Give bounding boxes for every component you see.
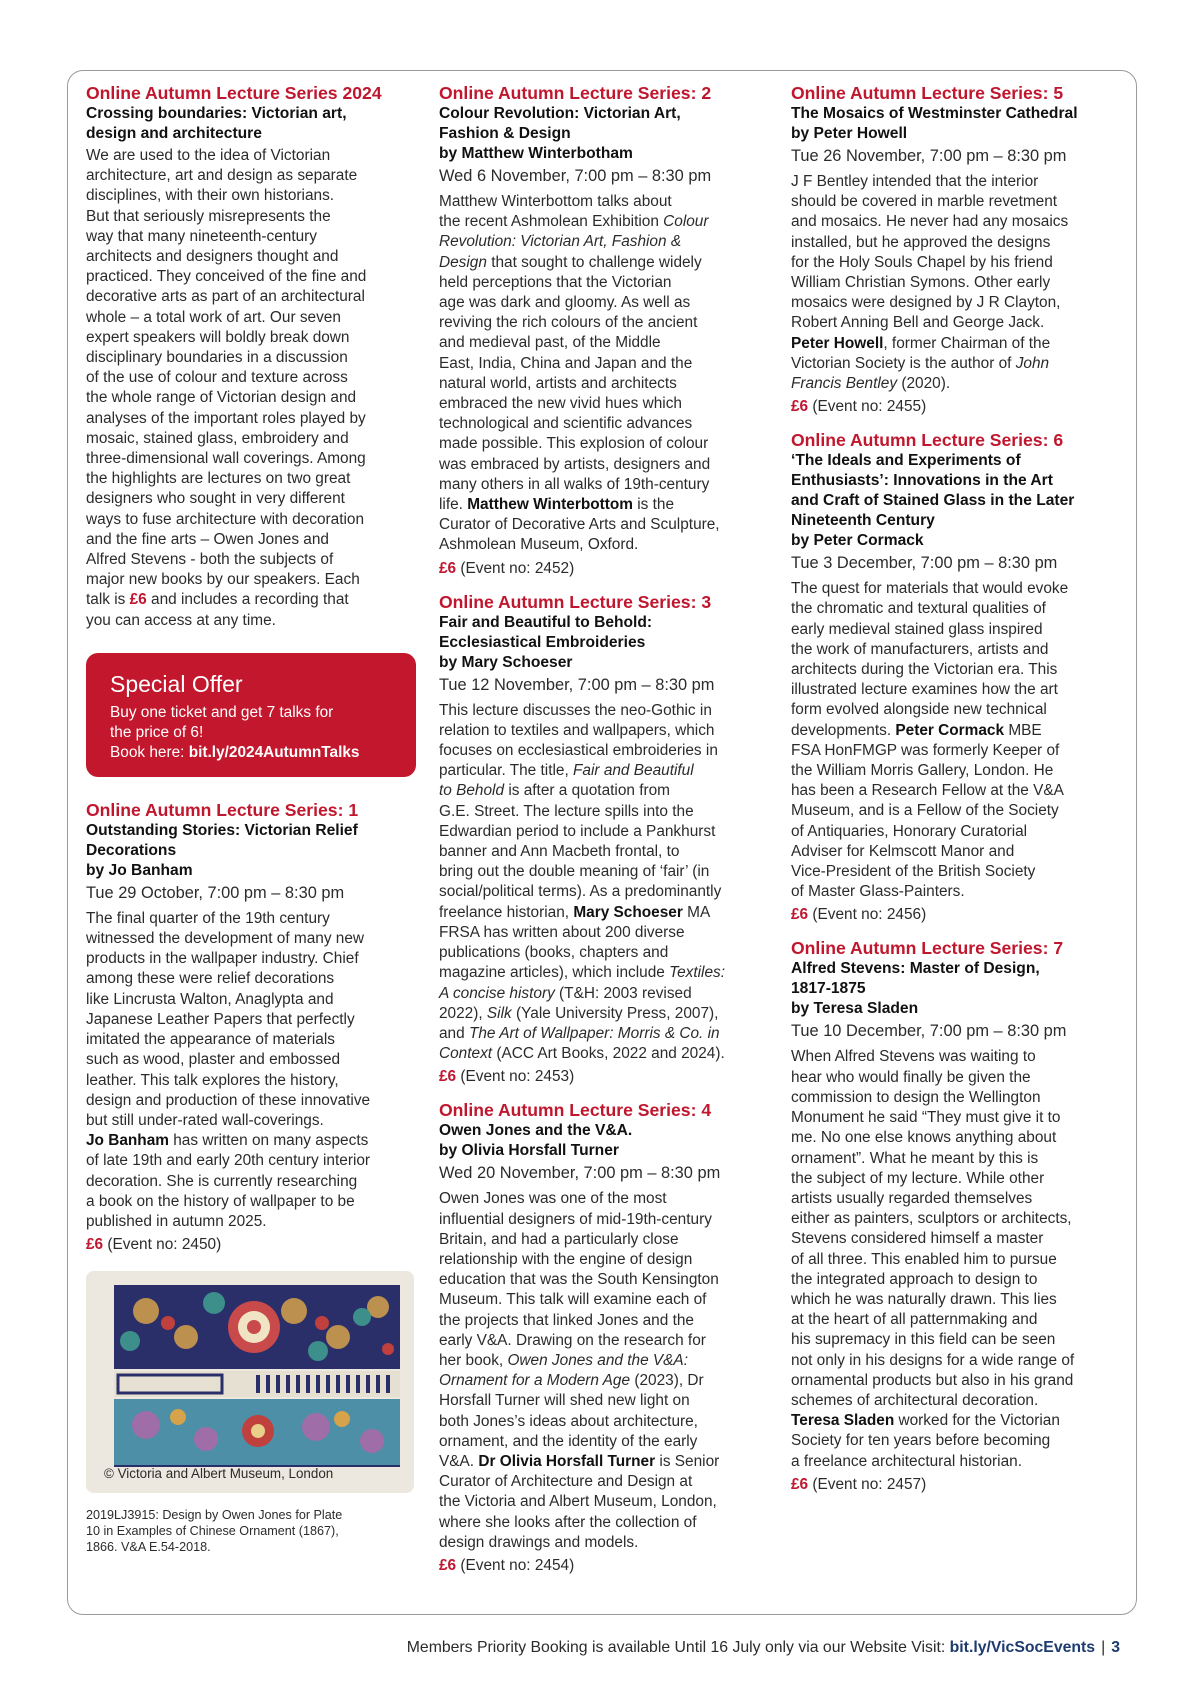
event-price: £6 (Event no: 2456): [791, 906, 927, 924]
lecture-time: Wed 6 November, 7:00 pm – 8:30 pm: [439, 167, 712, 185]
lecture-body: The final quarter of the 19th century witnessed the development of many new products in the wallpaper industry. Chief among these were relief decorations like Lincrusta Walton, Anaglypta and Japanese Leather Papers that perfectly imitated the appearance of materials such as wood, plaster and embossed leather. This talk explores the history, design and production of these innovative but still under-rated wall-coverings. Jo Banham has written on many aspects of late 19th and early 20th century interior decoration. She is currently researching a book on the history of wallpaper to be published in autumn 2025.: [86, 909, 371, 1230]
lecture-6: [791, 429, 1121, 925]
image-caption: 2019LJ3915: Design by Owen Jones for Plate 10 in Examples of Chinese Ornament (1867), 1866. V&A E.54-2018.: [86, 1508, 343, 1555]
series-heading: Online Autumn Lecture Series: 3: [439, 591, 712, 612]
chinese-ornament-illustration: [86, 1271, 414, 1493]
intro-section: [86, 82, 416, 631]
lecture-time: Tue 10 December, 7:00 pm – 8:30 pm: [791, 1022, 1067, 1041]
series-heading: Online Autumn Lecture Series: 1: [86, 799, 359, 820]
speaker-name: Matthew Winterbottom: [467, 496, 633, 514]
lecture-body: Matthew Winterbottom talks about the recent Ashmolean Exhibition Colour Revolution: Victorian Art, Fashion & Design that sought to challenge widely held perceptions that the Victorian age was dark and gloomy. As well as reviving the rich colours of the ancient and medieval past, of the Middle East, India, China and Japan and the natural world, artists and architects embraced the new vivid hues which technological and scientific advances made possible. This explosion of colour was embraced by artists, designers and many others in all walks of 19th-century life. Matthew Winterbottom is the Curator of Decorative Arts and Sculpture, Ashmolean Museum, Oxford.: [439, 193, 720, 554]
website-link[interactable]: bit.ly/VicSocEvents: [949, 1639, 1096, 1656]
lecture-title: Colour Revolution: Victorian Art, Fashion & Design by Matthew Winterbotham: [439, 105, 681, 162]
column-1: [86, 82, 416, 1555]
event-price: £6 (Event no: 2455): [791, 398, 927, 416]
offer-text: Buy one ticket and get 7 talks for the price of 6! Book here: bit.ly/2024AutumnTalks: [110, 703, 360, 761]
speaker-name: Peter Cormack: [895, 721, 1005, 739]
column-3: [791, 82, 1121, 1495]
lecture-time: Tue 26 November, 7:00 pm – 8:30 pm: [791, 147, 1067, 165]
lecture-body: Owen Jones was one of the most influential designers of mid-19th-century Britain, and had a particularly close relationship with the engine of design education that was the South Kensington Museum. This talk will examine each of the projects that linked Jones and the early V&A. Drawing on the research for her book, Owen Jones and the V&A: Ornament for a Modern Age (2023), Dr Horsfall Turner will shed new light on both Jones’s ideas about architecture, ornament, and the identity of the early V&A. Dr Olivia Horsfall Turner is Senior Curator of Architecture and Design at the Victoria and Albert Museum, London, where she looks after the collection of design drawings and models.: [439, 1190, 720, 1551]
lecture-body: When Alfred Stevens was waiting to hear who would finally be given the commission to design the Wellington Monument he said “They must give it to me. No one else knows anything about ornament”. What he meant by this is the subject of my lecture. While other artists usually regarded themselves either as painters, sculptors or architects, Stevens considered himself a master of all three. This enabled him to pursue the integrated approach to design to which he was naturally drawn. This lies at the heart of all patternmaking and his supremacy in this field can be seen not only in his designs for a wide range of ornamental products but also in his grand schemes of architectural decoration. Teresa Sladen worked for the Victorian Society for ten years before becoming a freelance architectural historian.: [791, 1048, 1075, 1470]
speaker-name: Teresa Sladen: [791, 1412, 895, 1430]
lecture-time: Tue 3 December, 7:00 pm – 8:30 pm: [791, 554, 1058, 573]
lecture-1: [86, 799, 416, 1255]
lecture-2: [439, 82, 769, 579]
series-heading: Online Autumn Lecture Series 2024: [86, 83, 382, 103]
speaker-name: Dr Olivia Horsfall Turner: [478, 1452, 656, 1470]
lecture-title: The Mosaics of Westminster Cathedral by Peter Howell: [791, 105, 1078, 142]
offer-heading: Special Offer: [110, 670, 243, 697]
special-offer-box: [86, 653, 416, 777]
lecture-title: Fair and Beautiful to Behold: Ecclesiastical Embroideries by Mary Schoeser: [439, 613, 653, 671]
speaker-name: Jo Banham: [86, 1132, 169, 1150]
column-2: [439, 82, 769, 1576]
series-heading: Online Autumn Lecture Series: 4: [439, 1100, 712, 1121]
series-heading: Online Autumn Lecture Series: 2: [439, 83, 712, 103]
lecture-body: This lecture discusses the neo-Gothic in relation to textiles and wallpapers, which focuses on ecclesiastical embroideries in particular. The title, Fair and Beautiful to Behold is after a quotation from G.E. Street. The lecture spills into the Edwardian period to include a Pankhurst banner and Ann Macbeth frontal, to bring out the double meaning of ‘fair’ (in social/political terms). As a predominantly freelance historian, Mary Schoeser MA FRSA has written about 200 diverse publications (books, chapters and magazine articles), which include Textiles: A concise history (T&H: 2003 revised 2022), Silk (Yale University Press, 2007), and The Art of Wallpaper: Morris & Co. in Context (ACC Art Books, 2022 and 2024).: [439, 701, 725, 1063]
lecture-3: [439, 591, 769, 1088]
image-credit: © Victoria and Albert Museum, London: [104, 1466, 334, 1482]
event-price: £6 (Event no: 2454): [439, 1556, 575, 1574]
series-heading: Online Autumn Lecture Series: 5: [791, 83, 1064, 103]
footer: [407, 1639, 1120, 1657]
intro-body: We are used to the idea of Victorian architecture, art and design as separate disciplines, with their own historians. But that seriously misrepresents the way that many nineteenth-century architects and designers thought and practiced. They conceived of the fine and decorative arts as part of an architectural whole – a total work of art. Our seven expert speakers will boldly break down disciplinary boundaries in a discussion of the use of colour and texture across the whole range of Victorian design and analyses of the important roles played by mosaic, stained glass, embroidery and three-dimensional wall coverings. Among the highlights are lectures on two great designers who sought in very different ways to fuse architecture with decoration and the fine arts – Owen Jones and Alfred Stevens - both the subjects of major new books by our speakers. Each talk is £6 and includes a recording that you can access at any time.: [86, 147, 367, 629]
series-heading: Online Autumn Lecture Series: 6: [791, 430, 1064, 451]
event-price: £6 (Event no: 2452): [439, 559, 575, 577]
lecture-5: [791, 82, 1121, 417]
lecture-4: [439, 1099, 769, 1576]
speaker-name: Mary Schoeser: [573, 903, 683, 921]
event-price: £6 (Event no: 2450): [86, 1236, 222, 1254]
lecture-title: Owen Jones and the V&A. by Olivia Horsfall Turner: [439, 1122, 633, 1160]
lecture-title: Alfred Stevens: Master of Design, 1817-1875 by Teresa Sladen: [791, 960, 1040, 1018]
lecture-title: Crossing boundaries: Victorian art, design and architecture: [86, 105, 347, 142]
lecture-time: Tue 29 October, 7:00 pm – 8:30 pm: [86, 883, 345, 902]
footer-separator: |: [1101, 1639, 1106, 1656]
event-price: £6 (Event no: 2457): [791, 1475, 927, 1493]
lecture-title: Outstanding Stories: Victorian Relief Decorations by Jo Banham: [86, 821, 358, 879]
lecture-body: The quest for materials that would evoke the chromatic and textural qualities of early medieval stained glass inspired the work of manufacturers, artists and architects during the Victorian era. This illustrated lecture examines how the art form evolved alongside new technical developments. Peter Cormack MBE FSA HonFMGP was formerly Keeper of the William Morris Gallery, London. He has been a Research Fellow at the V&A Museum, and is a Fellow of the Society of Antiquaries, Honorary Curatorial Adviser for Kelmscott Manor and Vice-President of the British Society of Master Glass-Painters.: [791, 580, 1069, 901]
speaker-name: Peter Howell: [791, 334, 884, 352]
lecture-body: J F Bentley intended that the interior should be covered in marble revetment and mosaics. He never had any mosaics installed, but he approved the designs for the Holy Souls Chapel by his friend William Christian Symons. Other early mosaics were designed by J R Clayton, Robert Anning Bell and George Jack. Peter Howell, former Chairman of the Victorian Society is the author of John Francis Bentley (2020).: [791, 173, 1069, 393]
lecture-title: ‘The Ideals and Experiments of Enthusiasts’: Innovations in the Art and Craft of Stained Glass in the Later Nineteenth Century by Peter Cormack: [791, 452, 1075, 550]
event-price: £6 (Event no: 2453): [439, 1068, 575, 1086]
lecture-7: [791, 937, 1121, 1494]
ornament-image: [86, 1271, 414, 1493]
series-heading: Online Autumn Lecture Series: 7: [791, 938, 1064, 959]
lecture-time: Wed 20 November, 7:00 pm – 8:30 pm: [439, 1164, 721, 1183]
lecture-time: Tue 12 November, 7:00 pm – 8:30 pm: [439, 675, 715, 694]
footer-text: Members Priority Booking is available Until 16 July only via our Website Visit:: [406, 1639, 950, 1656]
page-number: 3: [1111, 1639, 1120, 1656]
booking-link[interactable]: bit.ly/2024AutumnTalks: [188, 743, 360, 761]
price-tag: £6: [129, 591, 147, 609]
